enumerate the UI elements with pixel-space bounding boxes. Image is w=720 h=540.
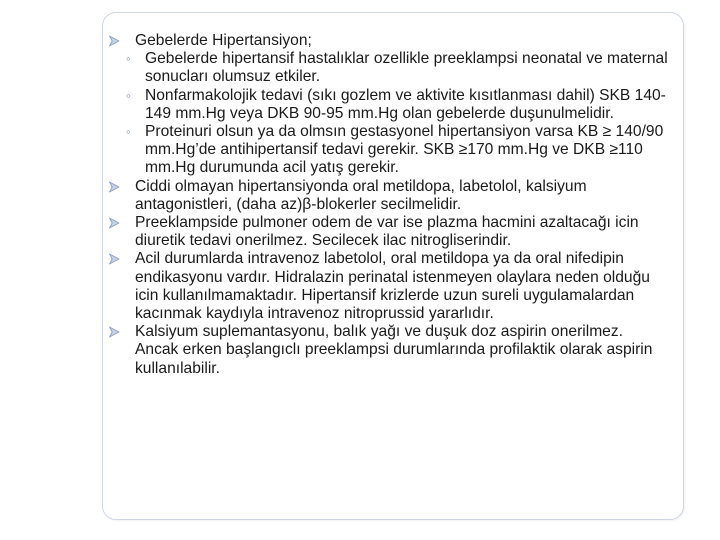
bullet-item — [108, 323, 668, 378]
sub-bullet-item — [122, 50, 668, 86]
arrow-bullet-icon — [108, 214, 126, 232]
arrow-bullet-icon — [108, 178, 126, 196]
bullet-text: Ciddi olmayan hipertansiyonda oral metildopa, labetolol, kalsiyum antagonistleri, (daha az)β-blokerler secilmelidir. — [135, 177, 587, 213]
arrow-bullet-icon — [108, 323, 126, 341]
ring-bullet-icon: ◦ — [126, 87, 131, 103]
sub-bullet-item — [122, 87, 668, 123]
sub-bullet-text: Gebelerde hipertansif hastalıklar ozellikle preeklampsi neonatal ve maternal sonucları olumsuz etkiler. — [145, 50, 668, 86]
bullet-item — [108, 32, 668, 50]
arrow-bullet-icon — [108, 32, 126, 50]
sub-bullet-text: Nonfarmakolojik tedavi (sıkı gozlem ve aktivite kısıtlanması dahil) SKB 140-149 mm.Hg veya DKB 90-95 mm.Hg olan gebelerde duşunulmelidir. — [145, 86, 666, 122]
bullet-item — [108, 178, 668, 214]
ring-bullet-icon: ◦ — [126, 124, 131, 140]
ring-bullet-icon: ◦ — [126, 51, 131, 67]
bullet-text: Gebelerde Hipertansiyon; — [135, 32, 312, 49]
arrow-bullet-icon — [108, 250, 126, 268]
bullet-text: Kalsiyum suplemantasyonu, balık yağı ve duşuk doz aspirin onerilmez. Ancak erken başlangıclı preeklampsi durumlarında profilaktik olarak aspirin kullanılabilir. — [135, 323, 653, 377]
bullet-item — [108, 214, 668, 250]
slide-content — [108, 32, 668, 378]
bullet-text: Acil durumlarda intravenoz labetolol, oral metildopa ya da oral nifedipin endikasyonu vardır. Hidralazin perinatal istenmeyen olaylara neden olduğu icin kullanılmamaktadır. Hipertansif krizlerde uzun sureli uygulamalardan kacınmak kaydıyla intravenoz nitroprussid yararlıdır. — [135, 250, 650, 323]
bullet-text: Preeklampside pulmoner odem de var ise plazma hacmini azaltacağı icin diuretik tedavi onerilmez. Secilecek ilac nitrogliserindir. — [135, 214, 639, 250]
bullet-item — [108, 250, 668, 323]
sub-bullet-item — [122, 123, 668, 178]
sub-bullet-text: Proteinuri olsun ya da olmsın gestasyonel hipertansiyon varsa KB ≥ 140/90 mm.Hg’de antihipertansif tedavi gerekir. SKB ≥170 mm.Hg ve DKB ≥110 mm.Hg durumunda acil yatış gerekir. — [145, 123, 664, 177]
